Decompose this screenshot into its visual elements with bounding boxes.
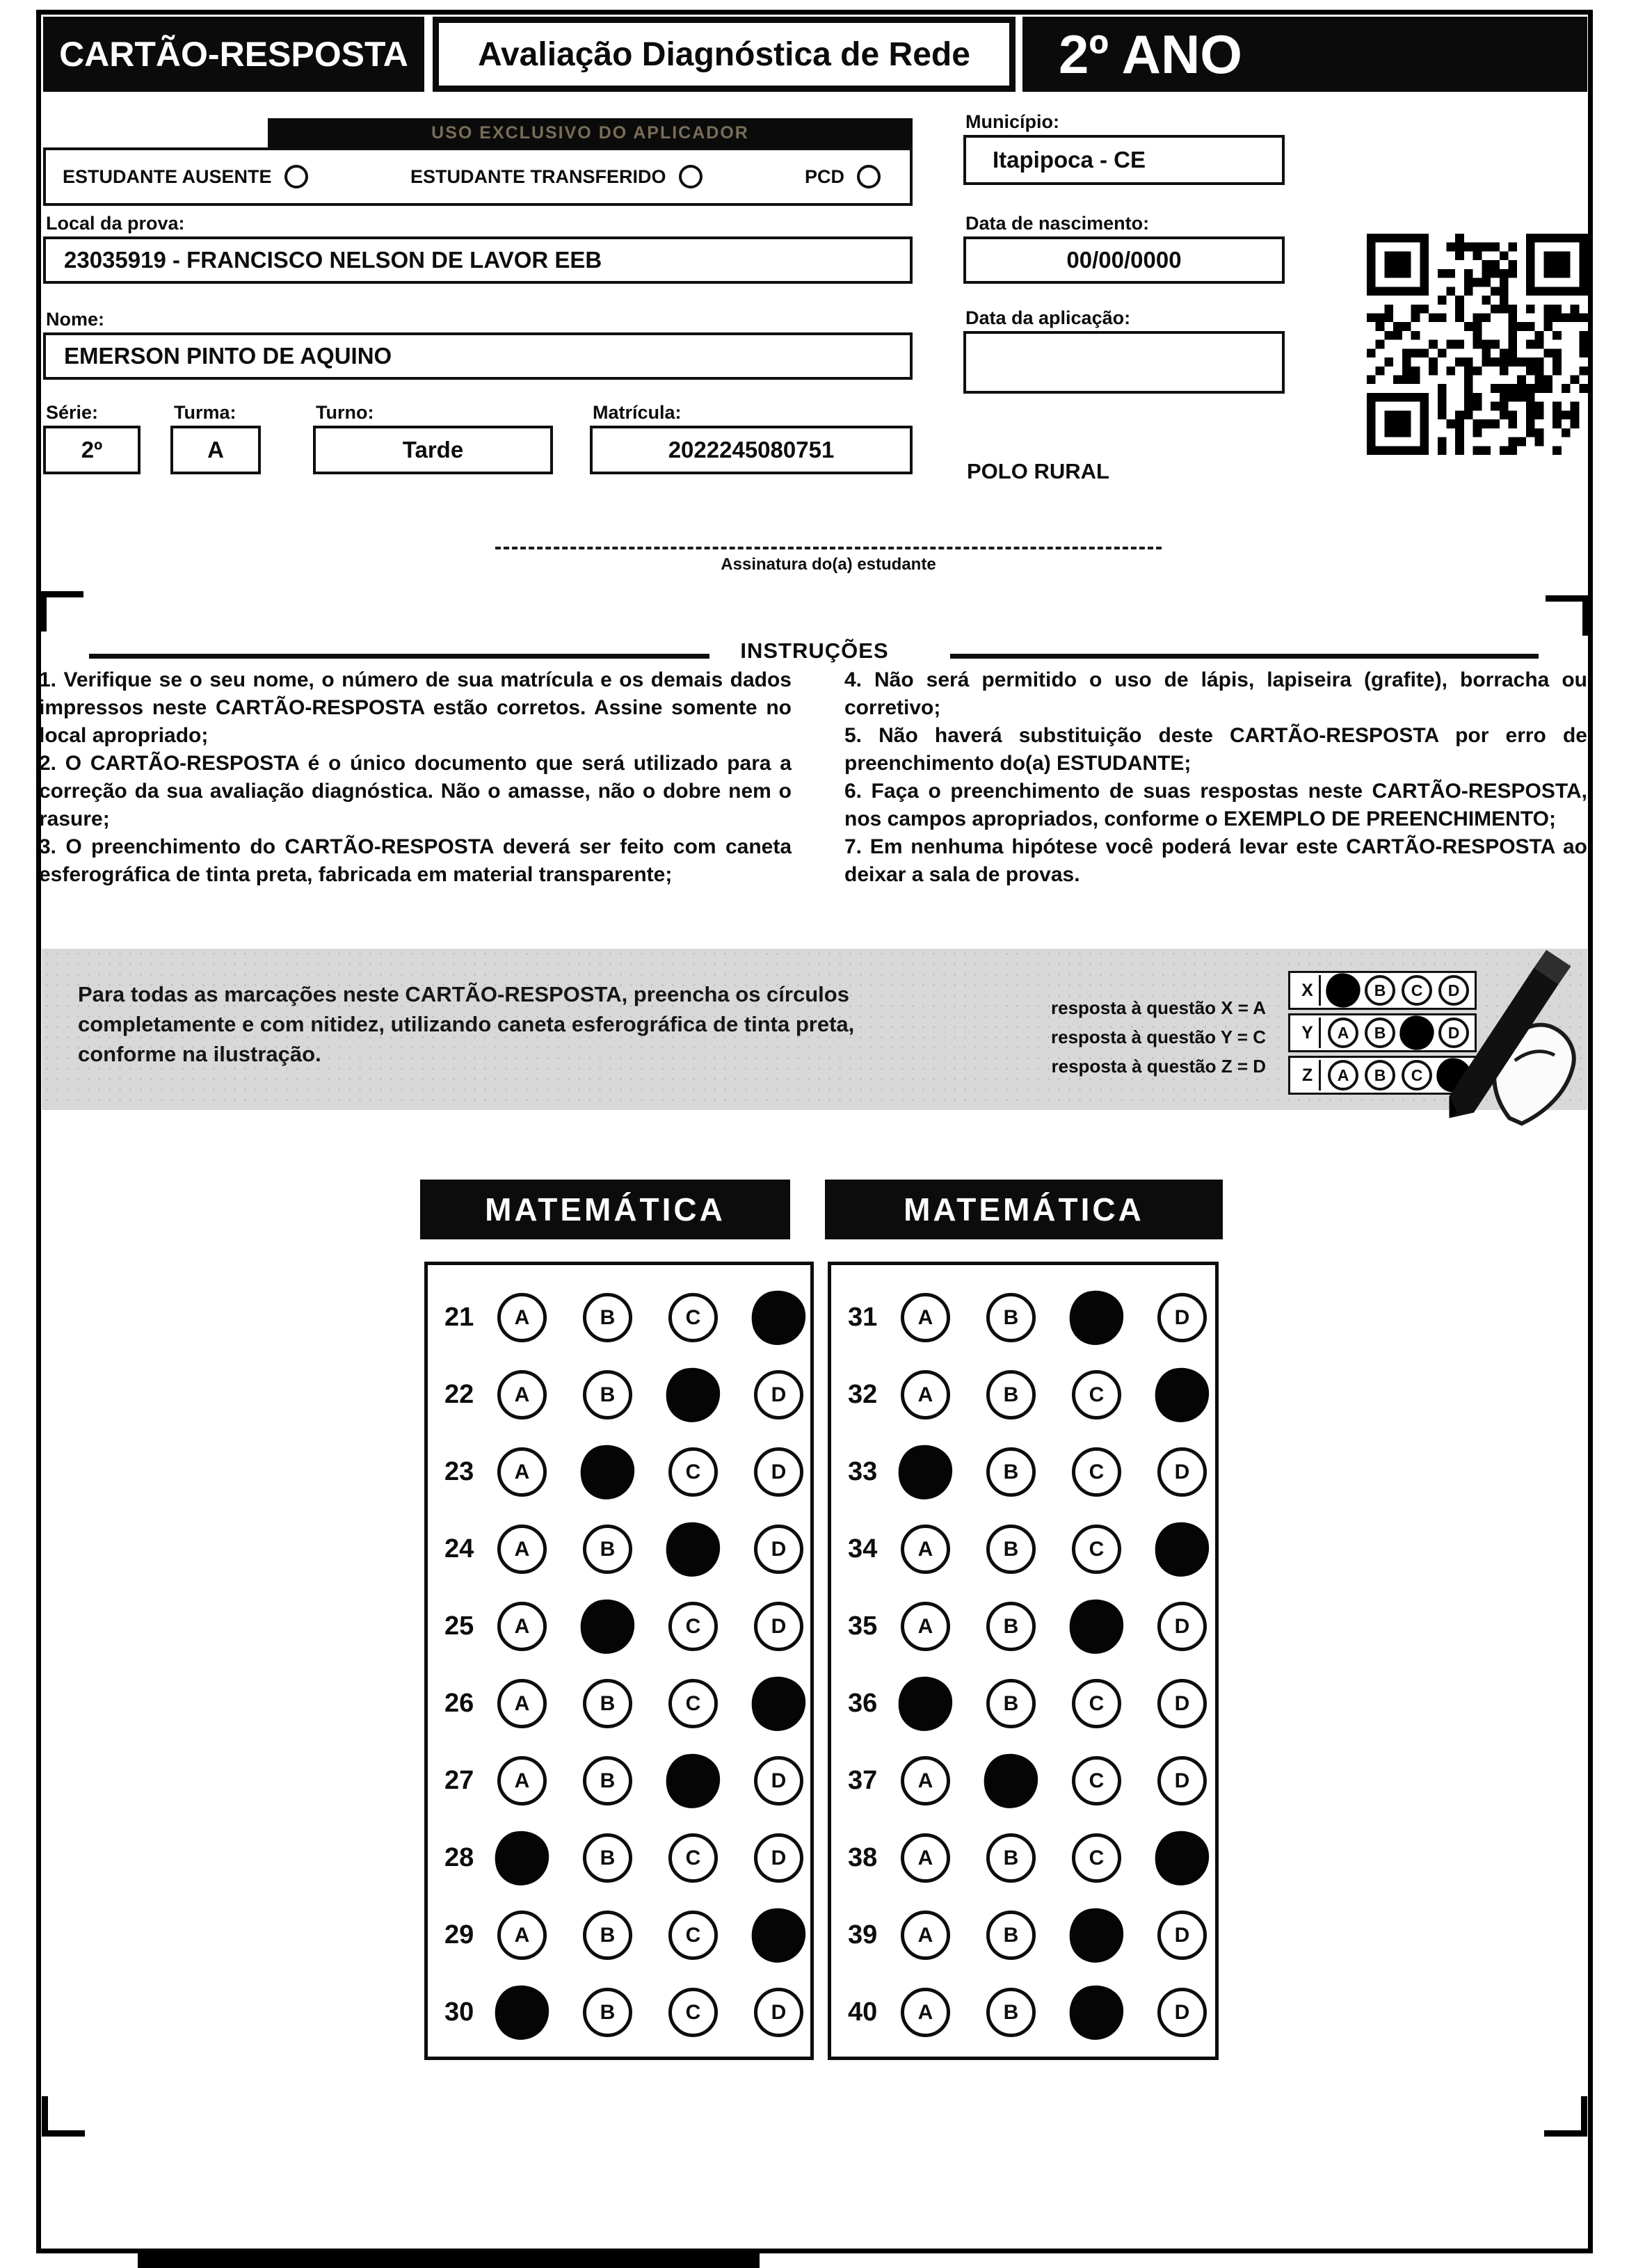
turma-value: A (207, 437, 224, 463)
header-grade-box (1022, 17, 1587, 92)
answer-bubble-a[interactable]: A (497, 1756, 547, 1805)
turno-field (313, 426, 553, 474)
instruction-item: 5. Não haverá substituição deste CARTÃO-RESPOSTA por erro de preenchimento do(a) ESTUDANTE; (844, 724, 1587, 775)
answer-bubble-d[interactable]: D (754, 1370, 803, 1419)
question-number: 38 (848, 1843, 878, 1872)
answer-bubble-d[interactable]: D (1157, 1293, 1207, 1342)
answer-row (848, 1742, 1215, 1819)
answer-bubble-b[interactable]: B (583, 1679, 632, 1728)
answer-row (444, 1588, 810, 1665)
card-title-text: CARTÃO-RESPOSTA (59, 35, 408, 74)
answer-row (848, 1279, 1215, 1356)
example-legend (995, 993, 1266, 1081)
turno-label: Turno: (316, 402, 374, 423)
answer-bubble-a[interactable]: A (901, 1911, 950, 1960)
answer-bubble-a[interactable]: A (901, 1293, 950, 1342)
answer-row (444, 1742, 810, 1819)
question-number: 37 (848, 1766, 878, 1795)
instruction-item: 3. O preenchimento do CARTÃO-RESPOSTA deverá ser feito com caneta esferográfica de tinta preta, fabricada em material transparente; (39, 835, 792, 886)
turma-field (170, 426, 261, 474)
question-number: 39 (848, 1920, 878, 1949)
question-number: 28 (444, 1843, 474, 1872)
answer-row (444, 1511, 810, 1588)
question-number: 31 (848, 1303, 878, 1332)
aplicacao-label: Data da aplicação: (965, 307, 1131, 328)
answer-bubble-b[interactable]: B (986, 1370, 1036, 1419)
applicator-option (805, 165, 881, 188)
nascimento-value: 00/00/0000 (1066, 247, 1182, 273)
answer-row (848, 1897, 1215, 1974)
question-number: 34 (848, 1534, 878, 1563)
answer-bubble-d[interactable]: D (754, 1447, 803, 1497)
answer-bubble-b[interactable]: B (986, 1293, 1036, 1342)
answer-bubble-b[interactable]: B (986, 1602, 1036, 1651)
instruction-item: 1. Verifique se o seu nome, o número de sua matrícula e os demais dados impressos neste CARTÃO-RESPOSTA estão corretos. Assine somente no local apropriado; (39, 668, 792, 747)
question-number: 35 (848, 1611, 878, 1641)
applicator-option-bubble[interactable] (857, 165, 881, 188)
answer-bubble-c[interactable] (1065, 1286, 1128, 1349)
matricula-value: 2022245080751 (668, 437, 835, 463)
local-da-prova-field (43, 236, 913, 284)
exam-title-text: Avaliação Diagnóstica de Rede (439, 23, 1009, 86)
answer-bubble-d[interactable]: D (754, 1833, 803, 1883)
applicator-option-label: PCD (804, 166, 844, 187)
question-number: 24 (444, 1534, 474, 1563)
answer-bubble-a[interactable]: A (497, 1679, 547, 1728)
answer-bubble-b[interactable]: B (583, 1756, 632, 1805)
example-bubble-c: C (1402, 975, 1432, 1006)
answer-bubble-d[interactable] (1150, 1826, 1213, 1889)
answer-row (848, 1819, 1215, 1897)
example-row-label: Z (1296, 1060, 1321, 1091)
municipio-value: Itapipoca - CE (993, 147, 1146, 172)
answer-bubble-b[interactable]: B (583, 1833, 632, 1883)
answer-bubble-c[interactable]: C (668, 1679, 718, 1728)
question-number: 21 (444, 1303, 474, 1332)
example-bubble-b: B (1365, 975, 1395, 1006)
question-number: 26 (444, 1689, 474, 1718)
serie-label: Série: (46, 402, 99, 423)
answer-bubble-c[interactable]: C (668, 1833, 718, 1883)
answer-bubble-c[interactable]: C (1072, 1756, 1121, 1805)
grade-text: 2º ANO (1059, 23, 1242, 85)
answer-bubble-b[interactable]: B (986, 1911, 1036, 1960)
instructions-col-right (844, 666, 1587, 889)
answer-bubble-a[interactable] (894, 1440, 956, 1503)
example-row-label: Y (1296, 1018, 1321, 1048)
aplicacao-field[interactable] (963, 331, 1285, 394)
answer-bubble-c[interactable]: C (1072, 1370, 1121, 1419)
example-bubble-a (1326, 973, 1360, 1007)
header-card-title-box (43, 17, 424, 92)
answer-bubble-d[interactable]: D (1157, 1679, 1207, 1728)
answer-bubble-a[interactable]: A (497, 1370, 547, 1419)
answer-bubble-d[interactable]: D (1157, 1602, 1207, 1651)
answer-bubble-a[interactable]: A (497, 1447, 547, 1497)
example-legend-line: resposta à questão Y = C (1050, 1027, 1266, 1047)
question-number: 30 (444, 1997, 474, 2027)
answer-bubble-b[interactable]: B (986, 1833, 1036, 1883)
applicator-option-label: ESTUDANTE AUSENTE (63, 166, 272, 187)
answer-bubble-a[interactable]: A (901, 1756, 950, 1805)
signature-label: Assinatura do(a) estudante (721, 555, 936, 574)
answer-bubble-a[interactable]: A (497, 1525, 547, 1574)
answer-bubble-d[interactable]: D (754, 1525, 803, 1574)
municipio-field (963, 135, 1285, 185)
corner-bracket-top-right (1546, 595, 1589, 636)
local-da-prova-label: Local da prova: (46, 213, 185, 234)
instructions-col-left (39, 666, 792, 889)
answer-bubble-d[interactable] (747, 1672, 810, 1735)
answer-bubble-c[interactable]: C (668, 1911, 718, 1960)
answer-row (444, 1665, 810, 1742)
answer-row (848, 1665, 1215, 1742)
answer-bubble-d[interactable]: D (754, 1988, 803, 2037)
answer-bubble-c[interactable]: C (668, 1447, 718, 1497)
example-bubble-d: D (1438, 975, 1469, 1006)
answer-bubble-d[interactable]: D (1157, 1756, 1207, 1805)
applicator-option-bubble[interactable] (284, 165, 308, 188)
answer-row (848, 1433, 1215, 1511)
instructions-rule-right (950, 654, 1539, 659)
answer-row (444, 1356, 810, 1433)
answer-grid (828, 1262, 1219, 2060)
answer-bubble-b[interactable]: B (583, 1988, 632, 2037)
answer-bubble-c[interactable] (1065, 1595, 1128, 1657)
nome-label: Nome: (46, 309, 105, 330)
answer-row (848, 1588, 1215, 1665)
example-legend-line: resposta à questão Z = D (1051, 1056, 1266, 1077)
instruction-item: 7. Em nenhuma hipótese você poderá levar este CARTÃO-RESPOSTA ao deixar a sala de provas. (844, 835, 1587, 886)
answer-row (444, 1897, 810, 1974)
answer-bubble-d[interactable] (747, 1904, 810, 1966)
answer-bubble-d[interactable]: D (1157, 1911, 1207, 1960)
question-number: 33 (848, 1457, 878, 1486)
example-bubble-b: B (1365, 1018, 1395, 1048)
answer-bubble-a[interactable] (490, 1826, 553, 1889)
example-bubble-a: A (1328, 1018, 1358, 1048)
answer-bubble-d[interactable] (747, 1286, 810, 1349)
answer-bubble-a[interactable] (490, 1981, 553, 2043)
answer-bubble-c[interactable]: C (1072, 1525, 1121, 1574)
applicator-option-bubble[interactable] (679, 165, 703, 188)
example-row-label: X (1296, 975, 1321, 1006)
answer-bubble-b[interactable]: B (583, 1370, 632, 1419)
answer-bubble-b[interactable] (979, 1749, 1042, 1812)
answer-row (444, 1974, 810, 2051)
answer-row (848, 1511, 1215, 1588)
matricula-field (590, 426, 913, 474)
applicator-bar (268, 118, 913, 147)
answer-bubble-d[interactable]: D (1157, 1988, 1207, 2037)
example-legend-line: resposta à questão X = A (1051, 997, 1266, 1018)
answer-row (848, 1974, 1215, 2051)
answer-bubble-c[interactable]: C (668, 1293, 718, 1342)
answer-bubble-c[interactable] (1065, 1981, 1128, 2043)
answer-bubble-b[interactable] (576, 1440, 639, 1503)
matricula-label: Matrícula: (593, 402, 682, 423)
example-bubble-a: A (1328, 1060, 1358, 1091)
answer-bubble-d[interactable] (1150, 1518, 1213, 1580)
question-number: 22 (444, 1380, 474, 1409)
question-number: 40 (848, 1997, 878, 2027)
answer-bubble-c[interactable]: C (1072, 1679, 1121, 1728)
answer-bubble-a[interactable]: A (497, 1911, 547, 1960)
answer-bubble-a[interactable]: A (497, 1602, 547, 1651)
nascimento-field (963, 236, 1285, 284)
answer-bubble-c[interactable]: C (668, 1988, 718, 2037)
answer-bubble-c[interactable] (661, 1749, 724, 1812)
instruction-item: 6. Faça o preenchimento de suas respostas neste CARTÃO-RESPOSTA, nos campos apropriados, conforme o EXEMPLO DE PREENCHIMENTO; (844, 780, 1587, 830)
answer-bubble-b[interactable]: B (583, 1911, 632, 1960)
answer-bubble-c[interactable]: C (1072, 1833, 1121, 1883)
answer-row (444, 1279, 810, 1356)
applicator-option-label: ESTUDANTE TRANSFERIDO (410, 166, 666, 187)
answer-bubble-c[interactable]: C (1072, 1447, 1121, 1497)
answer-bubble-b[interactable]: B (583, 1525, 632, 1574)
answer-bubble-d[interactable]: D (1157, 1447, 1207, 1497)
corner-bracket-bottom-right (1544, 2096, 1587, 2137)
example-text: Para todas as marcações neste CARTÃO-RESPOSTA, preencha os círculos completamente e com nitidez, utilizando caneta esferográfica de tinta preta, conforme na ilustração. (78, 982, 855, 1066)
answer-bubble-b[interactable]: B (986, 1447, 1036, 1497)
answer-bubble-b[interactable] (576, 1595, 639, 1657)
answer-bubble-c[interactable] (1065, 1904, 1128, 1966)
instructions-rule-left (89, 654, 709, 659)
qr-code (1367, 234, 1588, 455)
hand-pen-illustration (1430, 938, 1594, 1125)
example-bubble-d: D (1438, 1018, 1469, 1048)
signature-line[interactable] (495, 547, 1162, 549)
applicator-bar-label: USO EXCLUSIVO DO APLICADOR (431, 122, 749, 143)
answer-bubble-b[interactable]: B (986, 1525, 1036, 1574)
answer-bubble-d[interactable]: D (754, 1602, 803, 1651)
instruction-item: 2. O CARTÃO-RESPOSTA é o único documento que será utilizado para a correção da sua avaliação diagnóstica. Não o amasse, não o dobre nem o rasure; (39, 752, 792, 830)
answer-bubble-d[interactable]: D (754, 1756, 803, 1805)
answer-bubble-b[interactable]: B (583, 1293, 632, 1342)
answer-bubble-a[interactable]: A (901, 1988, 950, 2037)
bottom-edge-bar (138, 2252, 760, 2268)
local-da-prova-value: 23035919 - FRANCISCO NELSON DE LAVOR EEB (64, 247, 602, 273)
turma-label: Turma: (174, 402, 236, 423)
instruction-item: 4. Não será permitido o uso de lápis, lapiseira (grafite), borracha ou corretivo; (844, 668, 1587, 719)
example-bubble-c (1399, 1015, 1434, 1049)
section-header-matematica-1: MATEMÁTICA (420, 1180, 790, 1239)
answer-bubble-c[interactable] (661, 1363, 724, 1426)
question-number: 27 (444, 1766, 474, 1795)
turno-value: Tarde (402, 437, 464, 463)
answer-grid (424, 1262, 814, 2060)
nome-value: EMERSON PINTO DE AQUINO (64, 343, 392, 369)
nome-field (43, 332, 913, 380)
answer-row (444, 1819, 810, 1897)
applicator-option (410, 165, 703, 188)
answer-bubble-c[interactable]: C (668, 1602, 718, 1651)
answer-bubble-a[interactable]: A (901, 1370, 950, 1419)
example-bubble-b: B (1365, 1060, 1395, 1091)
answer-bubble-a[interactable]: A (901, 1602, 950, 1651)
question-number: 23 (444, 1457, 474, 1486)
corner-bracket-bottom-left (42, 2096, 85, 2137)
answer-bubble-b[interactable]: B (986, 1679, 1036, 1728)
serie-value: 2º (81, 437, 103, 463)
answer-bubble-b[interactable]: B (986, 1988, 1036, 2037)
corner-bracket-top-left (40, 591, 83, 632)
answer-bubble-c[interactable] (661, 1518, 724, 1580)
answer-row (444, 1433, 810, 1511)
municipio-label: Município: (965, 111, 1059, 132)
question-number: 25 (444, 1611, 474, 1641)
answer-row (848, 1356, 1215, 1433)
instructions-title: INSTRUÇÕES (740, 638, 889, 663)
question-number: 36 (848, 1689, 878, 1718)
answer-bubble-a[interactable] (894, 1672, 956, 1735)
question-number: 32 (848, 1380, 878, 1409)
header-exam-title-box (433, 17, 1016, 92)
serie-field (43, 426, 141, 474)
answer-bubble-a[interactable]: A (901, 1525, 950, 1574)
polo-text: POLO RURAL (967, 459, 1109, 483)
section-header-matematica-2: MATEMÁTICA (825, 1180, 1223, 1239)
answer-bubble-a[interactable]: A (901, 1833, 950, 1883)
answer-bubble-d[interactable] (1150, 1363, 1213, 1426)
example-bubble-c: C (1402, 1060, 1432, 1091)
question-number: 29 (444, 1920, 474, 1949)
nascimento-label: Data de nascimento: (965, 213, 1150, 234)
applicator-option (63, 165, 308, 188)
answer-bubble-a[interactable]: A (497, 1293, 547, 1342)
applicator-options-box (43, 147, 913, 206)
